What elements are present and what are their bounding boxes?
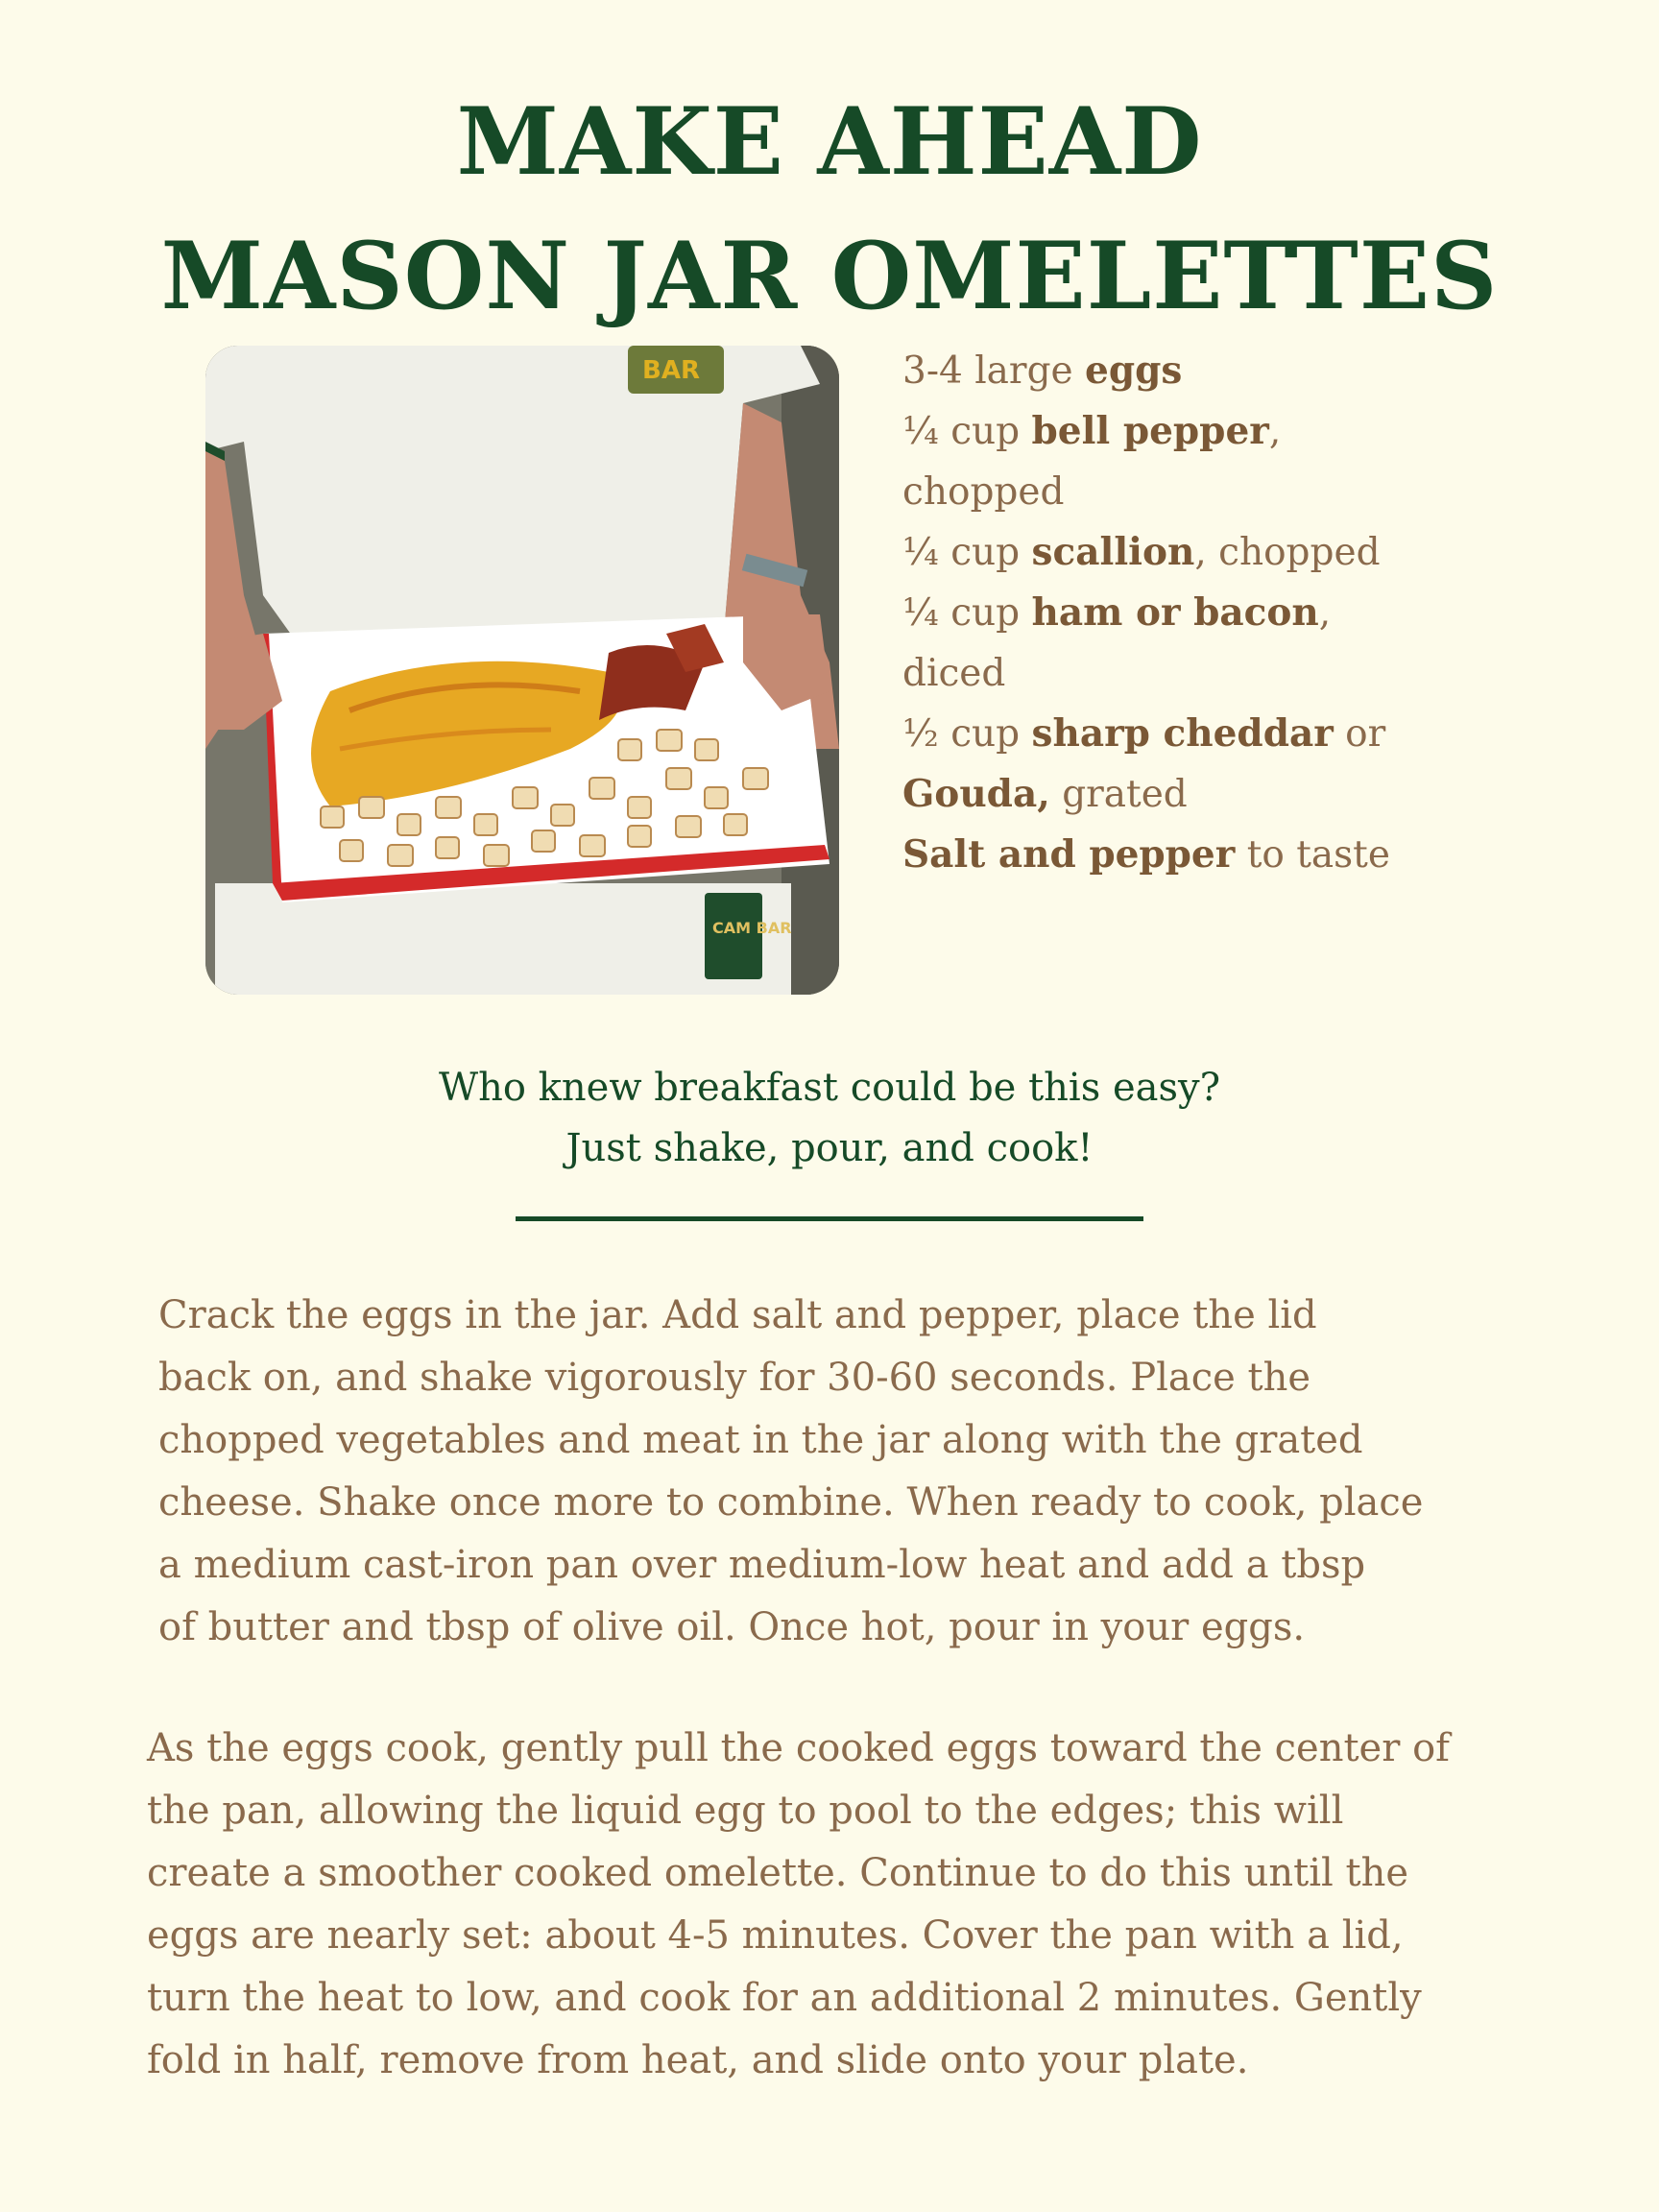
instruction-line: back on, and shake vigorously for 30-60 seconds. Place the bbox=[158, 1356, 1311, 1400]
tagline bbox=[0, 1058, 1659, 1179]
omelette-tray-photo bbox=[205, 346, 839, 995]
ingredient-line: chopped bbox=[902, 470, 1065, 514]
instruction-line: a medium cast-iron pan over medium-low heat and add a tbsp bbox=[158, 1543, 1366, 1587]
ingredient-line: Gouda, grated bbox=[902, 772, 1188, 816]
instructions-paragraph-1 bbox=[158, 1285, 1423, 1659]
recipe-title-line-1: MAKE AHEAD bbox=[456, 87, 1203, 196]
instruction-line: fold in half, remove from heat, and slide onto your plate. bbox=[147, 2038, 1249, 2082]
recipe-title bbox=[0, 75, 1659, 344]
instruction-line: eggs are nearly set: about 4-5 minutes. Cover the pan with a lid, bbox=[147, 1913, 1404, 1958]
recipe-title-line-2: MASON JAR OMELETTES bbox=[160, 222, 1499, 330]
instruction-line: of butter and tbsp of olive oil. Once hot, pour in your eggs. bbox=[158, 1605, 1306, 1649]
tagline-line-2: Just shake, pour, and cook! bbox=[565, 1126, 1094, 1170]
instruction-line: chopped vegetables and meat in the jar along with the grated bbox=[158, 1418, 1363, 1462]
ingredient-line: ¼ cup ham or bacon, bbox=[902, 590, 1332, 635]
instruction-line: create a smoother cooked omelette. Continue to do this until the bbox=[147, 1851, 1409, 1895]
ingredient-line: ¼ cup scallion, chopped bbox=[902, 530, 1381, 574]
ingredient-line: ½ cup sharp cheddar or bbox=[902, 711, 1386, 756]
instruction-line: As the eggs cook, gently pull the cooked eggs toward the center of bbox=[147, 1726, 1450, 1770]
ingredient-line: ¼ cup bell pepper, bbox=[902, 409, 1282, 453]
instruction-line: cheese. Shake once more to combine. When ready to cook, place bbox=[158, 1480, 1424, 1525]
photo-illustration bbox=[205, 346, 839, 995]
ingredient-line: 3-4 large eggs bbox=[902, 349, 1183, 393]
ingredient-line: Salt and pepper to taste bbox=[902, 832, 1390, 877]
ingredient-line: diced bbox=[902, 652, 1006, 695]
instruction-line: turn the heat to low, and cook for an additional 2 minutes. Gently bbox=[147, 1976, 1422, 2020]
shorts-badge-text: CAM BAR bbox=[712, 919, 792, 937]
instructions-paragraph-2 bbox=[147, 1718, 1450, 2092]
instruction-line: the pan, allowing the liquid egg to pool to the edges; this will bbox=[147, 1789, 1344, 1833]
shirt-badge-text: BAR bbox=[642, 356, 700, 385]
section-divider bbox=[516, 1216, 1143, 1221]
instruction-line: Crack the eggs in the jar. Add salt and pepper, place the lid bbox=[158, 1293, 1317, 1337]
ingredient-list bbox=[902, 341, 1479, 885]
tagline-line-1: Who knew breakfast could be this easy? bbox=[438, 1066, 1221, 1110]
